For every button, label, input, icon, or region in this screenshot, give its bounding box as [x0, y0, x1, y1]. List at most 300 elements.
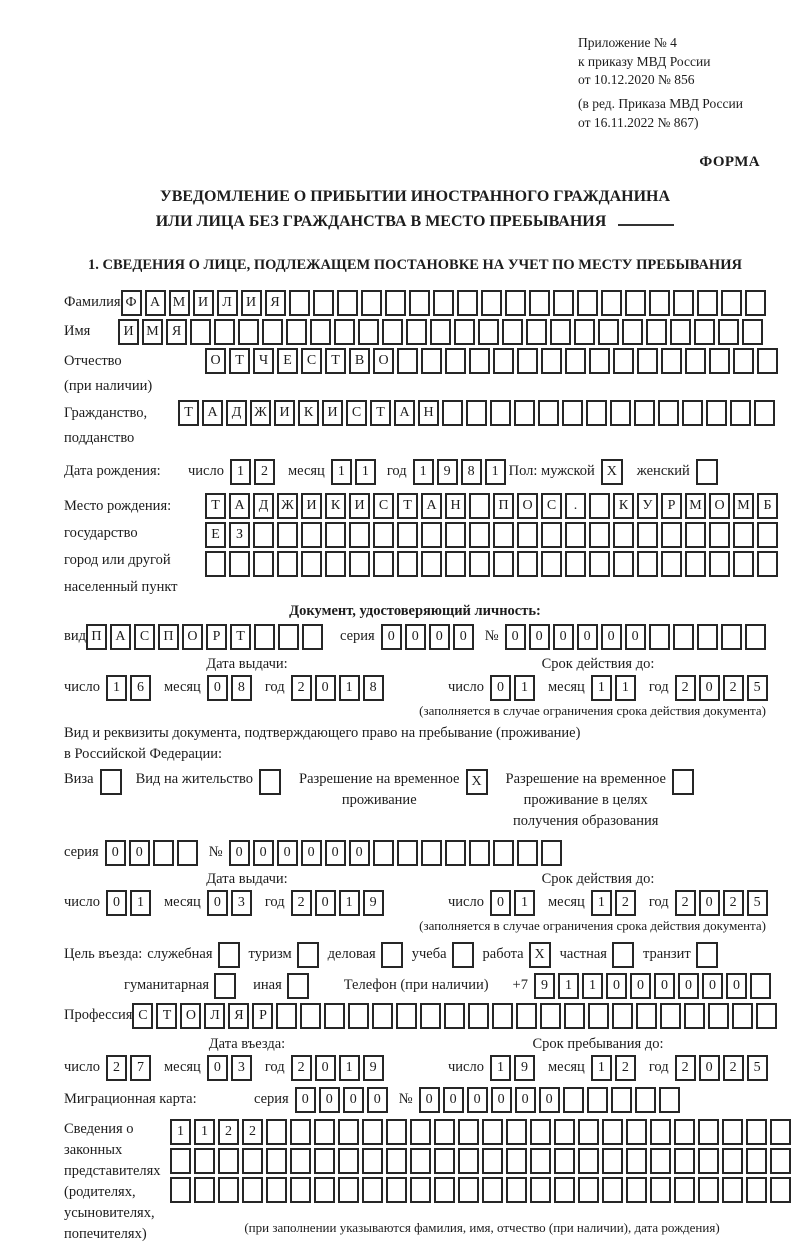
char-cell[interactable]: 1 — [230, 459, 251, 485]
char-cell[interactable]: 0 — [349, 840, 370, 866]
char-cell[interactable] — [745, 290, 766, 316]
char-cell[interactable] — [541, 840, 562, 866]
char-cell[interactable]: Т — [230, 624, 251, 650]
char-cell[interactable]: 0 — [529, 624, 550, 650]
char-cell[interactable] — [458, 1148, 479, 1174]
char-cell[interactable]: . — [565, 493, 586, 519]
char-cell[interactable]: Е — [277, 348, 298, 374]
char-cell[interactable]: 0 — [295, 1087, 316, 1113]
char-cell[interactable] — [242, 1177, 263, 1203]
char-cell[interactable] — [229, 551, 250, 577]
char-cell[interactable]: 9 — [534, 973, 555, 999]
char-cell[interactable] — [170, 1148, 191, 1174]
char-cell[interactable]: Б — [757, 493, 778, 519]
char-cell[interactable] — [314, 1177, 335, 1203]
char-cell[interactable] — [706, 400, 727, 426]
char-cell[interactable] — [314, 1119, 335, 1145]
char-cell[interactable] — [478, 319, 499, 345]
char-cell[interactable]: Н — [418, 400, 439, 426]
char-cell[interactable] — [589, 551, 610, 577]
char-cell[interactable] — [721, 624, 742, 650]
char-cell[interactable]: 0 — [601, 624, 622, 650]
char-cell[interactable]: 5 — [747, 1055, 768, 1081]
char-cell[interactable] — [386, 1177, 407, 1203]
char-cell[interactable]: С — [541, 493, 562, 519]
char-cell[interactable] — [325, 522, 346, 548]
char-cell[interactable]: Я — [265, 290, 286, 316]
char-cell[interactable]: А — [421, 493, 442, 519]
char-cell[interactable] — [214, 319, 235, 345]
char-cell[interactable] — [757, 348, 778, 374]
char-cell[interactable]: 2 — [242, 1119, 263, 1145]
char-cell[interactable] — [469, 551, 490, 577]
char-cell[interactable]: В — [349, 348, 370, 374]
char-cell[interactable]: И — [118, 319, 139, 345]
char-cell[interactable] — [397, 522, 418, 548]
char-cell[interactable] — [722, 1177, 743, 1203]
char-cell[interactable] — [517, 522, 538, 548]
char-cell[interactable]: С — [346, 400, 367, 426]
char-cell[interactable] — [685, 348, 706, 374]
char-cell[interactable] — [302, 624, 323, 650]
checkbox-residence-permit[interactable] — [259, 769, 281, 795]
char-cell[interactable] — [301, 522, 322, 548]
checkbox-purpose-work[interactable]: X — [529, 942, 551, 968]
char-cell[interactable]: 2 — [723, 890, 744, 916]
char-cell[interactable] — [613, 551, 634, 577]
char-cell[interactable] — [253, 522, 274, 548]
char-cell[interactable]: И — [274, 400, 295, 426]
char-cell[interactable] — [578, 1177, 599, 1203]
char-cell[interactable]: Т — [370, 400, 391, 426]
char-cell[interactable] — [709, 348, 730, 374]
char-cell[interactable] — [541, 551, 562, 577]
char-cell[interactable]: 0 — [678, 973, 699, 999]
char-cell[interactable]: Т — [397, 493, 418, 519]
char-cell[interactable] — [277, 522, 298, 548]
char-cell[interactable]: 8 — [363, 675, 384, 701]
char-cell[interactable] — [698, 1119, 719, 1145]
char-cell[interactable]: М — [685, 493, 706, 519]
char-cell[interactable]: Т — [156, 1003, 177, 1029]
char-cell[interactable] — [625, 290, 646, 316]
char-cell[interactable] — [238, 319, 259, 345]
char-cell[interactable] — [262, 319, 283, 345]
char-cell[interactable] — [469, 493, 490, 519]
char-cell[interactable] — [540, 1003, 561, 1029]
char-cell[interactable] — [442, 400, 463, 426]
checkbox-purpose-humanitarian[interactable] — [214, 973, 236, 999]
char-cell[interactable] — [253, 551, 274, 577]
char-cell[interactable] — [697, 624, 718, 650]
char-cell[interactable]: 1 — [413, 459, 434, 485]
char-cell[interactable] — [502, 319, 523, 345]
char-cell[interactable] — [338, 1119, 359, 1145]
char-cell[interactable]: 1 — [339, 675, 360, 701]
char-cell[interactable] — [526, 319, 547, 345]
char-cell[interactable] — [529, 290, 550, 316]
char-cell[interactable] — [646, 319, 667, 345]
char-cell[interactable] — [506, 1148, 527, 1174]
char-cell[interactable] — [685, 522, 706, 548]
char-cell[interactable] — [530, 1177, 551, 1203]
char-cell[interactable]: 9 — [514, 1055, 535, 1081]
char-cell[interactable]: 0 — [699, 890, 720, 916]
char-cell[interactable] — [445, 840, 466, 866]
char-cell[interactable] — [626, 1148, 647, 1174]
char-cell[interactable] — [578, 1119, 599, 1145]
char-cell[interactable] — [770, 1119, 791, 1145]
char-cell[interactable] — [718, 319, 739, 345]
char-cell[interactable]: 0 — [315, 675, 336, 701]
char-cell[interactable]: К — [298, 400, 319, 426]
char-cell[interactable] — [482, 1148, 503, 1174]
char-cell[interactable]: Е — [205, 522, 226, 548]
char-cell[interactable]: 0 — [490, 675, 511, 701]
checkbox-purpose-study[interactable] — [452, 942, 474, 968]
char-cell[interactable] — [601, 290, 622, 316]
char-cell[interactable] — [732, 1003, 753, 1029]
char-cell[interactable] — [565, 522, 586, 548]
char-cell[interactable] — [458, 1119, 479, 1145]
checkbox-purpose-business[interactable] — [381, 942, 403, 968]
char-cell[interactable] — [490, 400, 511, 426]
char-cell[interactable] — [698, 1177, 719, 1203]
char-cell[interactable] — [684, 1003, 705, 1029]
char-cell[interactable]: 1 — [558, 973, 579, 999]
char-cell[interactable]: 0 — [405, 624, 426, 650]
char-cell[interactable] — [708, 1003, 729, 1029]
char-cell[interactable]: Р — [661, 493, 682, 519]
char-cell[interactable]: 0 — [207, 890, 228, 916]
char-cell[interactable] — [517, 840, 538, 866]
char-cell[interactable] — [434, 1119, 455, 1145]
char-cell[interactable] — [469, 522, 490, 548]
char-cell[interactable] — [553, 290, 574, 316]
char-cell[interactable] — [674, 1119, 695, 1145]
char-cell[interactable]: 0 — [325, 840, 346, 866]
char-cell[interactable]: 9 — [363, 890, 384, 916]
char-cell[interactable] — [445, 522, 466, 548]
char-cell[interactable]: Л — [204, 1003, 225, 1029]
char-cell[interactable]: И — [349, 493, 370, 519]
char-cell[interactable]: 6 — [130, 675, 151, 701]
char-cell[interactable] — [626, 1177, 647, 1203]
char-cell[interactable] — [550, 319, 571, 345]
char-cell[interactable] — [324, 1003, 345, 1029]
char-cell[interactable]: 0 — [419, 1087, 440, 1113]
char-cell[interactable] — [289, 290, 310, 316]
char-cell[interactable] — [493, 348, 514, 374]
char-cell[interactable] — [637, 348, 658, 374]
char-cell[interactable]: О — [182, 624, 203, 650]
char-cell[interactable] — [482, 1119, 503, 1145]
char-cell[interactable] — [661, 522, 682, 548]
char-cell[interactable] — [554, 1119, 575, 1145]
char-cell[interactable]: 1 — [339, 1055, 360, 1081]
checkbox-visa[interactable] — [100, 769, 122, 795]
char-cell[interactable] — [410, 1119, 431, 1145]
char-cell[interactable]: З — [229, 522, 250, 548]
char-cell[interactable] — [649, 624, 670, 650]
char-cell[interactable]: С — [134, 624, 155, 650]
char-cell[interactable] — [194, 1148, 215, 1174]
char-cell[interactable] — [362, 1148, 383, 1174]
checkbox-temp-residence-education[interactable] — [672, 769, 694, 795]
char-cell[interactable] — [602, 1177, 623, 1203]
char-cell[interactable] — [493, 551, 514, 577]
char-cell[interactable] — [602, 1148, 623, 1174]
char-cell[interactable] — [636, 1003, 657, 1029]
char-cell[interactable] — [541, 348, 562, 374]
char-cell[interactable]: 1 — [485, 459, 506, 485]
char-cell[interactable] — [565, 348, 586, 374]
char-cell[interactable] — [538, 400, 559, 426]
char-cell[interactable] — [421, 348, 442, 374]
char-cell[interactable] — [454, 319, 475, 345]
char-cell[interactable] — [338, 1148, 359, 1174]
char-cell[interactable] — [746, 1119, 767, 1145]
char-cell[interactable]: 2 — [675, 675, 696, 701]
char-cell[interactable]: П — [493, 493, 514, 519]
char-cell[interactable]: О — [205, 348, 226, 374]
char-cell[interactable] — [685, 551, 706, 577]
char-cell[interactable]: С — [373, 493, 394, 519]
char-cell[interactable] — [373, 522, 394, 548]
char-cell[interactable]: А — [145, 290, 166, 316]
char-cell[interactable]: 2 — [291, 1055, 312, 1081]
char-cell[interactable]: 0 — [726, 973, 747, 999]
char-cell[interactable] — [421, 522, 442, 548]
char-cell[interactable]: П — [158, 624, 179, 650]
char-cell[interactable] — [290, 1148, 311, 1174]
char-cell[interactable] — [373, 551, 394, 577]
char-cell[interactable] — [530, 1119, 551, 1145]
char-cell[interactable] — [410, 1177, 431, 1203]
char-cell[interactable] — [409, 290, 430, 316]
char-cell[interactable] — [349, 522, 370, 548]
char-cell[interactable] — [194, 1177, 215, 1203]
char-cell[interactable] — [563, 1087, 584, 1113]
char-cell[interactable]: 0 — [106, 890, 127, 916]
char-cell[interactable] — [746, 1177, 767, 1203]
char-cell[interactable]: 0 — [129, 840, 150, 866]
char-cell[interactable] — [334, 319, 355, 345]
char-cell[interactable]: Ж — [277, 493, 298, 519]
char-cell[interactable] — [358, 319, 379, 345]
char-cell[interactable] — [634, 400, 655, 426]
char-cell[interactable] — [754, 400, 775, 426]
char-cell[interactable]: 0 — [606, 973, 627, 999]
char-cell[interactable] — [757, 522, 778, 548]
char-cell[interactable]: У — [637, 493, 658, 519]
char-cell[interactable]: П — [86, 624, 107, 650]
char-cell[interactable]: 0 — [343, 1087, 364, 1113]
char-cell[interactable]: 2 — [106, 1055, 127, 1081]
char-cell[interactable] — [635, 1087, 656, 1113]
char-cell[interactable] — [589, 522, 610, 548]
char-cell[interactable] — [310, 319, 331, 345]
char-cell[interactable] — [420, 1003, 441, 1029]
char-cell[interactable]: 0 — [301, 840, 322, 866]
char-cell[interactable] — [372, 1003, 393, 1029]
char-cell[interactable] — [469, 348, 490, 374]
char-cell[interactable]: 0 — [654, 973, 675, 999]
char-cell[interactable] — [286, 319, 307, 345]
char-cell[interactable] — [466, 400, 487, 426]
char-cell[interactable]: 0 — [319, 1087, 340, 1113]
char-cell[interactable]: И — [301, 493, 322, 519]
char-cell[interactable]: 0 — [539, 1087, 560, 1113]
char-cell[interactable] — [406, 319, 427, 345]
char-cell[interactable] — [434, 1177, 455, 1203]
char-cell[interactable] — [721, 290, 742, 316]
char-cell[interactable]: 1 — [194, 1119, 215, 1145]
char-cell[interactable] — [611, 1087, 632, 1113]
char-cell[interactable] — [218, 1177, 239, 1203]
char-cell[interactable] — [506, 1119, 527, 1145]
char-cell[interactable] — [361, 290, 382, 316]
char-cell[interactable] — [457, 290, 478, 316]
char-cell[interactable]: 1 — [591, 675, 612, 701]
char-cell[interactable]: 1 — [582, 973, 603, 999]
char-cell[interactable]: 0 — [505, 624, 526, 650]
char-cell[interactable] — [722, 1148, 743, 1174]
char-cell[interactable] — [733, 551, 754, 577]
char-cell[interactable]: Н — [445, 493, 466, 519]
char-cell[interactable]: К — [613, 493, 634, 519]
char-cell[interactable]: 9 — [363, 1055, 384, 1081]
char-cell[interactable]: А — [202, 400, 223, 426]
char-cell[interactable]: Ф — [121, 290, 142, 316]
char-cell[interactable]: 2 — [723, 1055, 744, 1081]
char-cell[interactable]: О — [180, 1003, 201, 1029]
char-cell[interactable] — [622, 319, 643, 345]
char-cell[interactable]: 0 — [625, 624, 646, 650]
char-cell[interactable] — [397, 348, 418, 374]
char-cell[interactable] — [397, 840, 418, 866]
char-cell[interactable]: 3 — [231, 890, 252, 916]
char-cell[interactable]: 2 — [675, 1055, 696, 1081]
char-cell[interactable]: 9 — [437, 459, 458, 485]
char-cell[interactable] — [444, 1003, 465, 1029]
char-cell[interactable]: Я — [228, 1003, 249, 1029]
checkbox-purpose-other[interactable] — [287, 973, 309, 999]
char-cell[interactable] — [278, 624, 299, 650]
char-cell[interactable] — [301, 551, 322, 577]
char-cell[interactable]: Т — [229, 348, 250, 374]
char-cell[interactable]: М — [733, 493, 754, 519]
char-cell[interactable]: 2 — [675, 890, 696, 916]
char-cell[interactable] — [733, 522, 754, 548]
char-cell[interactable] — [242, 1148, 263, 1174]
char-cell[interactable] — [750, 973, 771, 999]
char-cell[interactable]: 0 — [207, 675, 228, 701]
char-cell[interactable]: 0 — [491, 1087, 512, 1113]
char-cell[interactable] — [586, 400, 607, 426]
char-cell[interactable]: А — [229, 493, 250, 519]
char-cell[interactable] — [658, 400, 679, 426]
char-cell[interactable] — [218, 1148, 239, 1174]
char-cell[interactable] — [493, 522, 514, 548]
char-cell[interactable] — [670, 319, 691, 345]
char-cell[interactable] — [770, 1148, 791, 1174]
char-cell[interactable] — [742, 319, 763, 345]
char-cell[interactable]: 0 — [515, 1087, 536, 1113]
char-cell[interactable] — [514, 400, 535, 426]
char-cell[interactable] — [541, 522, 562, 548]
char-cell[interactable] — [598, 319, 619, 345]
char-cell[interactable] — [338, 1177, 359, 1203]
char-cell[interactable]: 0 — [453, 624, 474, 650]
char-cell[interactable] — [613, 348, 634, 374]
char-cell[interactable]: М — [169, 290, 190, 316]
char-cell[interactable]: 8 — [461, 459, 482, 485]
char-cell[interactable]: 0 — [553, 624, 574, 650]
char-cell[interactable]: 0 — [702, 973, 723, 999]
char-cell[interactable] — [613, 522, 634, 548]
char-cell[interactable] — [612, 1003, 633, 1029]
char-cell[interactable] — [733, 348, 754, 374]
char-cell[interactable] — [517, 348, 538, 374]
char-cell[interactable] — [698, 1148, 719, 1174]
char-cell[interactable] — [588, 1003, 609, 1029]
char-cell[interactable]: 0 — [467, 1087, 488, 1113]
char-cell[interactable] — [506, 1177, 527, 1203]
char-cell[interactable]: 1 — [331, 459, 352, 485]
char-cell[interactable]: К — [325, 493, 346, 519]
char-cell[interactable]: Я — [166, 319, 187, 345]
char-cell[interactable] — [254, 624, 275, 650]
char-cell[interactable] — [587, 1087, 608, 1113]
char-cell[interactable] — [492, 1003, 513, 1029]
char-cell[interactable]: 0 — [315, 1055, 336, 1081]
char-cell[interactable] — [610, 400, 631, 426]
char-cell[interactable] — [410, 1148, 431, 1174]
char-cell[interactable]: Т — [205, 493, 226, 519]
char-cell[interactable] — [266, 1148, 287, 1174]
char-cell[interactable] — [493, 840, 514, 866]
char-cell[interactable] — [458, 1177, 479, 1203]
char-cell[interactable]: 1 — [106, 675, 127, 701]
char-cell[interactable] — [170, 1177, 191, 1203]
char-cell[interactable]: И — [322, 400, 343, 426]
char-cell[interactable]: 0 — [699, 1055, 720, 1081]
char-cell[interactable]: 1 — [514, 675, 535, 701]
char-cell[interactable] — [290, 1119, 311, 1145]
char-cell[interactable]: 0 — [207, 1055, 228, 1081]
char-cell[interactable]: О — [373, 348, 394, 374]
char-cell[interactable]: 0 — [105, 840, 126, 866]
char-cell[interactable] — [682, 400, 703, 426]
char-cell[interactable]: 1 — [339, 890, 360, 916]
char-cell[interactable] — [421, 840, 442, 866]
char-cell[interactable]: А — [394, 400, 415, 426]
char-cell[interactable] — [300, 1003, 321, 1029]
char-cell[interactable] — [397, 551, 418, 577]
char-cell[interactable] — [746, 1148, 767, 1174]
char-cell[interactable] — [637, 551, 658, 577]
char-cell[interactable]: С — [132, 1003, 153, 1029]
char-cell[interactable] — [562, 400, 583, 426]
char-cell[interactable] — [530, 1148, 551, 1174]
char-cell[interactable] — [564, 1003, 585, 1029]
char-cell[interactable] — [362, 1119, 383, 1145]
char-cell[interactable]: Р — [252, 1003, 273, 1029]
char-cell[interactable]: 0 — [315, 890, 336, 916]
char-cell[interactable]: 0 — [381, 624, 402, 650]
char-cell[interactable] — [481, 290, 502, 316]
